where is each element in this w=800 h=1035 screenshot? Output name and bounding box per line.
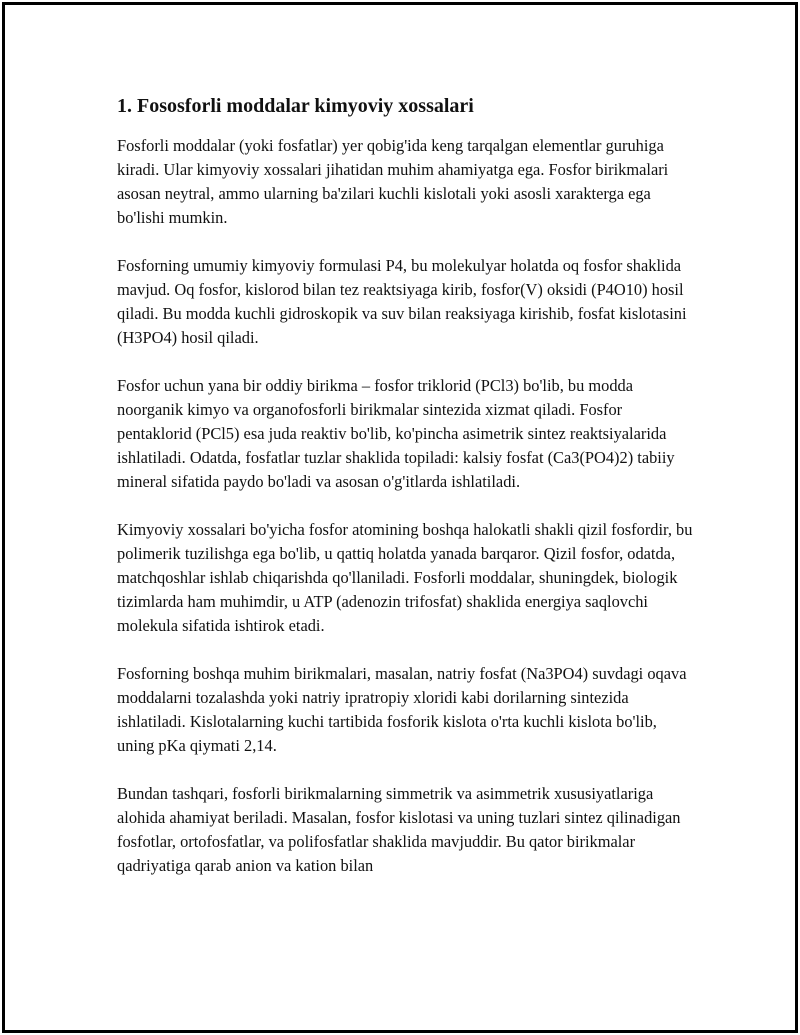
document-body <box>117 92 697 902</box>
paragraph-5: Fosforning boshqa muhim birikmalari, masalan, natriy fosfat (Na3PO4) suvdagi oqava moddalarni tozalashda yoki natriy ipratropiy xloridi kabi dorilarning sintezida ishlatiladi. Kislotalarning kuchi tartibida fosforik kislota o'rta kuchli kislota bo'lib, uning pKa qiymati 2,14. <box>117 664 687 755</box>
paragraph-6: Bundan tashqari, fosforli birikmalarning simmetrik va asimmetrik xususiyatlariga alohida ahamiyat beriladi. Masalan, fosfor kislotasi va uning tuzlari sintez qilinadigan fosfotlar, ortofosfatlar, va polifosfatlar shaklida mavjuddir. Bu qator birikmalar qadriyatiga qarab anion va kation bilan <box>117 784 681 875</box>
section-heading: 1. Fososforli moddalar kimyoviy xossalari <box>117 95 474 117</box>
paragraph-1: Fosforli moddalar (yoki fosfatlar) yer qobig'ida keng tarqalgan elementlar guruhiga kiradi. Ular kimyoviy xossalari jihatidan muhim ahamiyatga ega. Fosfor birikmalari asosan neytral, ammo ularning ba'zilari kuchli kislotali yoki asosli xarakterga ega bo'lishi mumkin. <box>117 136 669 227</box>
paragraph-3: Fosfor uchun yana bir oddiy birikma – fosfor triklorid (PCl3) bo'lib, bu modda noorganik kimyo va organofosforli birikmalar sintezida xizmat qiladi. Fosfor pentaklorid (PCl5) esa juda reaktiv bo'lib, ko'pincha asimetrik sintez reaktsiyalarida ishlatiladi. Odatda, fosfatlar tuzlar shaklida topiladi: kalsiy fosfat (Ca3(PO4)2) tabiiy mineral sifatida paydo bo'ladi va asosan o'g'itlarda ishlatiladi. <box>117 376 675 491</box>
paragraph-2: Fosforning umumiy kimyoviy formulasi P4, bu molekulyar holatda oq fosfor shaklida mavjud. Oq fosfor, kislorod bilan tez reaktsiyaga kirib, fosfor(V) oksidi (P4O10) hosil qiladi. Bu modda kuchli gidroskopik va suv bilan reaksiyaga kirishib, fosfat kislotasini (H3PO4) hosil qiladi. <box>117 256 687 347</box>
paragraph-4: Kimyoviy xossalari bo'yicha fosfor atomining boshqa halokatli shakli qizil fosfordir, bu polimerik tuzilishga ega bo'lib, u qattiq holatda yanada barqaror. Qizil fosfor, odatda, matchqoshlar ishlab chiqarishda qo'llaniladi. Fosforli moddalar, shuningdek, biologik tizimlarda ham muhimdir, u ATP (adenozin trifosfat) shaklida energiya saqlovchi molekula sifatida ishtirok etadi. <box>117 520 693 635</box>
